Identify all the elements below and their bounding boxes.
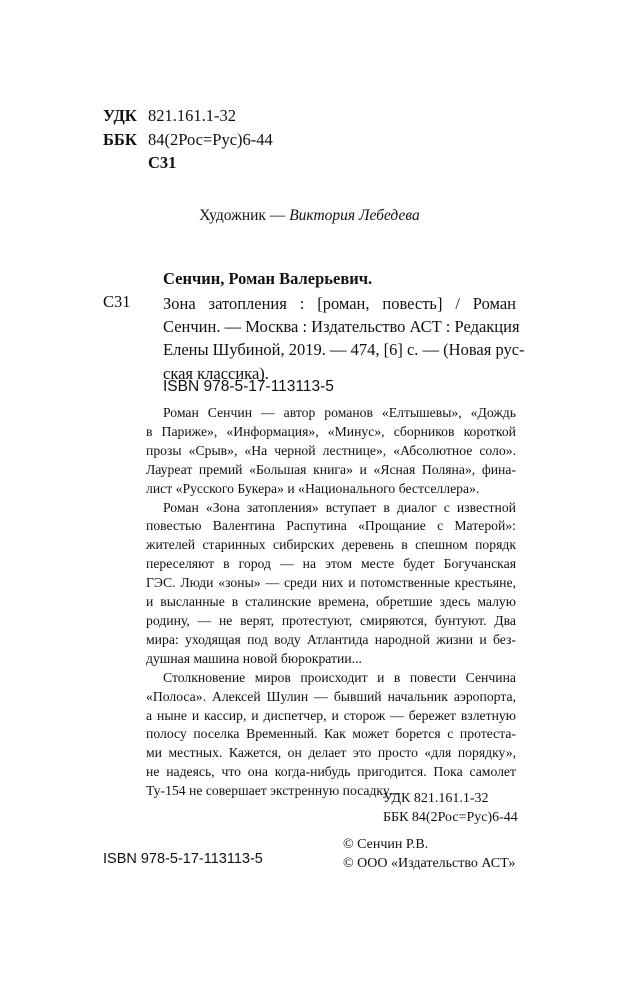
classification-bottom bbox=[383, 790, 518, 827]
annotation-line: переселяют в город — на этом месте будет Богучанская bbox=[146, 556, 516, 572]
bibliographic-line: Зона затопления : [роман, повесть] / Роман bbox=[163, 294, 516, 313]
isbn-main: ISBN 978-5-17-113113-5 bbox=[163, 378, 334, 395]
annotation-line: Ту-154 не совершает экстренную посадку... bbox=[146, 783, 399, 799]
copyright-line: © ООО «Издательство АСТ» bbox=[343, 855, 516, 871]
annotation-line: Столкновение миров происходит и в повести Сенчина bbox=[163, 669, 516, 685]
udk-label: УДК bbox=[103, 106, 137, 125]
isbn-bottom: ISBN 978-5-17-113113-5 bbox=[103, 851, 263, 867]
annotation-line: полосу поселка Временный. Как может борется с протеста- bbox=[146, 726, 516, 742]
bbk-value: 84(2Рос=Рус)6-44 bbox=[148, 129, 273, 149]
annotation-line: повестью Валентина Распутина «Прощание с Матерой»: bbox=[146, 518, 516, 534]
bibliographic-line: ская классика). bbox=[163, 363, 269, 383]
annotation-line: ГЭС. Люди «зоны» — среди них и потомственные крестьяне, bbox=[146, 575, 516, 591]
bbk-label: ББК bbox=[103, 129, 137, 149]
annotation-line: жителей старинных сибирских деревень в спешном порядк bbox=[146, 537, 516, 553]
annotation-line: Роман Сенчин — автор романов «Елтышевы», «Дождь bbox=[163, 405, 516, 420]
annotation-line: душная машина новой бюрократии... bbox=[146, 650, 362, 666]
annotation-line: лист «Русского Букера» и «Национального бестселлера». bbox=[146, 480, 480, 496]
annotation-line: и высланные в сталинские времена, обретшие здесь малую bbox=[146, 594, 516, 610]
annotation bbox=[146, 404, 516, 801]
annotation-line: мира: уходящая под воду Атлантида народной жизни и без- bbox=[146, 631, 516, 647]
artist-name: Виктория Лебедева bbox=[289, 207, 420, 224]
annotation-line: «Полоса». Алексей Шулин — бывший начальник аэропорта, bbox=[146, 688, 516, 704]
classification-block bbox=[103, 104, 273, 175]
copyright-block bbox=[343, 836, 515, 873]
artist-credit bbox=[0, 207, 619, 225]
udk-bottom: УДК 821.161.1-32 bbox=[383, 791, 489, 806]
annotation-line: не надеясь, что она когда-нибудь пригодится. Пока самолет bbox=[146, 764, 516, 780]
bbk-bottom: ББК 84(2Рос=Рус)6-44 bbox=[383, 809, 518, 825]
catalog-code: С31 bbox=[103, 292, 131, 311]
copyright-line: © Сенчин Р.В. bbox=[343, 837, 429, 852]
annotation-line: а ныне и кассир, и диспетчер, и сторож — бережет взлетную bbox=[146, 707, 516, 723]
annotation-line: Лауреат премий «Большая книга» и «Ясная Поляна», фина- bbox=[146, 461, 516, 477]
udk-value: 821.161.1-32 bbox=[148, 106, 236, 125]
annotation-line: ми местных. Кажется, он делает это просто «для порядку», bbox=[146, 745, 516, 761]
annotation-line: родину, — не верят, протестуют, смиряются, бунтуют. Два bbox=[146, 612, 516, 628]
bibliographic-line: Сенчин. — Москва : Издательство АСТ : Редакция bbox=[163, 317, 520, 337]
author-heading: Сенчин, Роман Валерьевич. bbox=[163, 269, 373, 288]
artist-prefix: Художник — bbox=[199, 207, 290, 224]
annotation-line: Роман «Зона затопления» вступает в диалог с известной bbox=[163, 499, 516, 515]
annotation-line: прозы «Срыв», «На черной лестнице», «Абсолютное соло». bbox=[146, 442, 516, 458]
bibliographic-line: Елены Шубиной, 2019. — 474, [6] с. — (Новая рус- bbox=[163, 340, 525, 360]
udk-row bbox=[103, 104, 273, 128]
bibliographic-description bbox=[163, 292, 525, 385]
annotation-line: в Париже», «Информация», «Минус», сборников короткой bbox=[146, 423, 516, 439]
bbk-row bbox=[103, 128, 273, 152]
author-sign: С31 bbox=[148, 153, 177, 172]
